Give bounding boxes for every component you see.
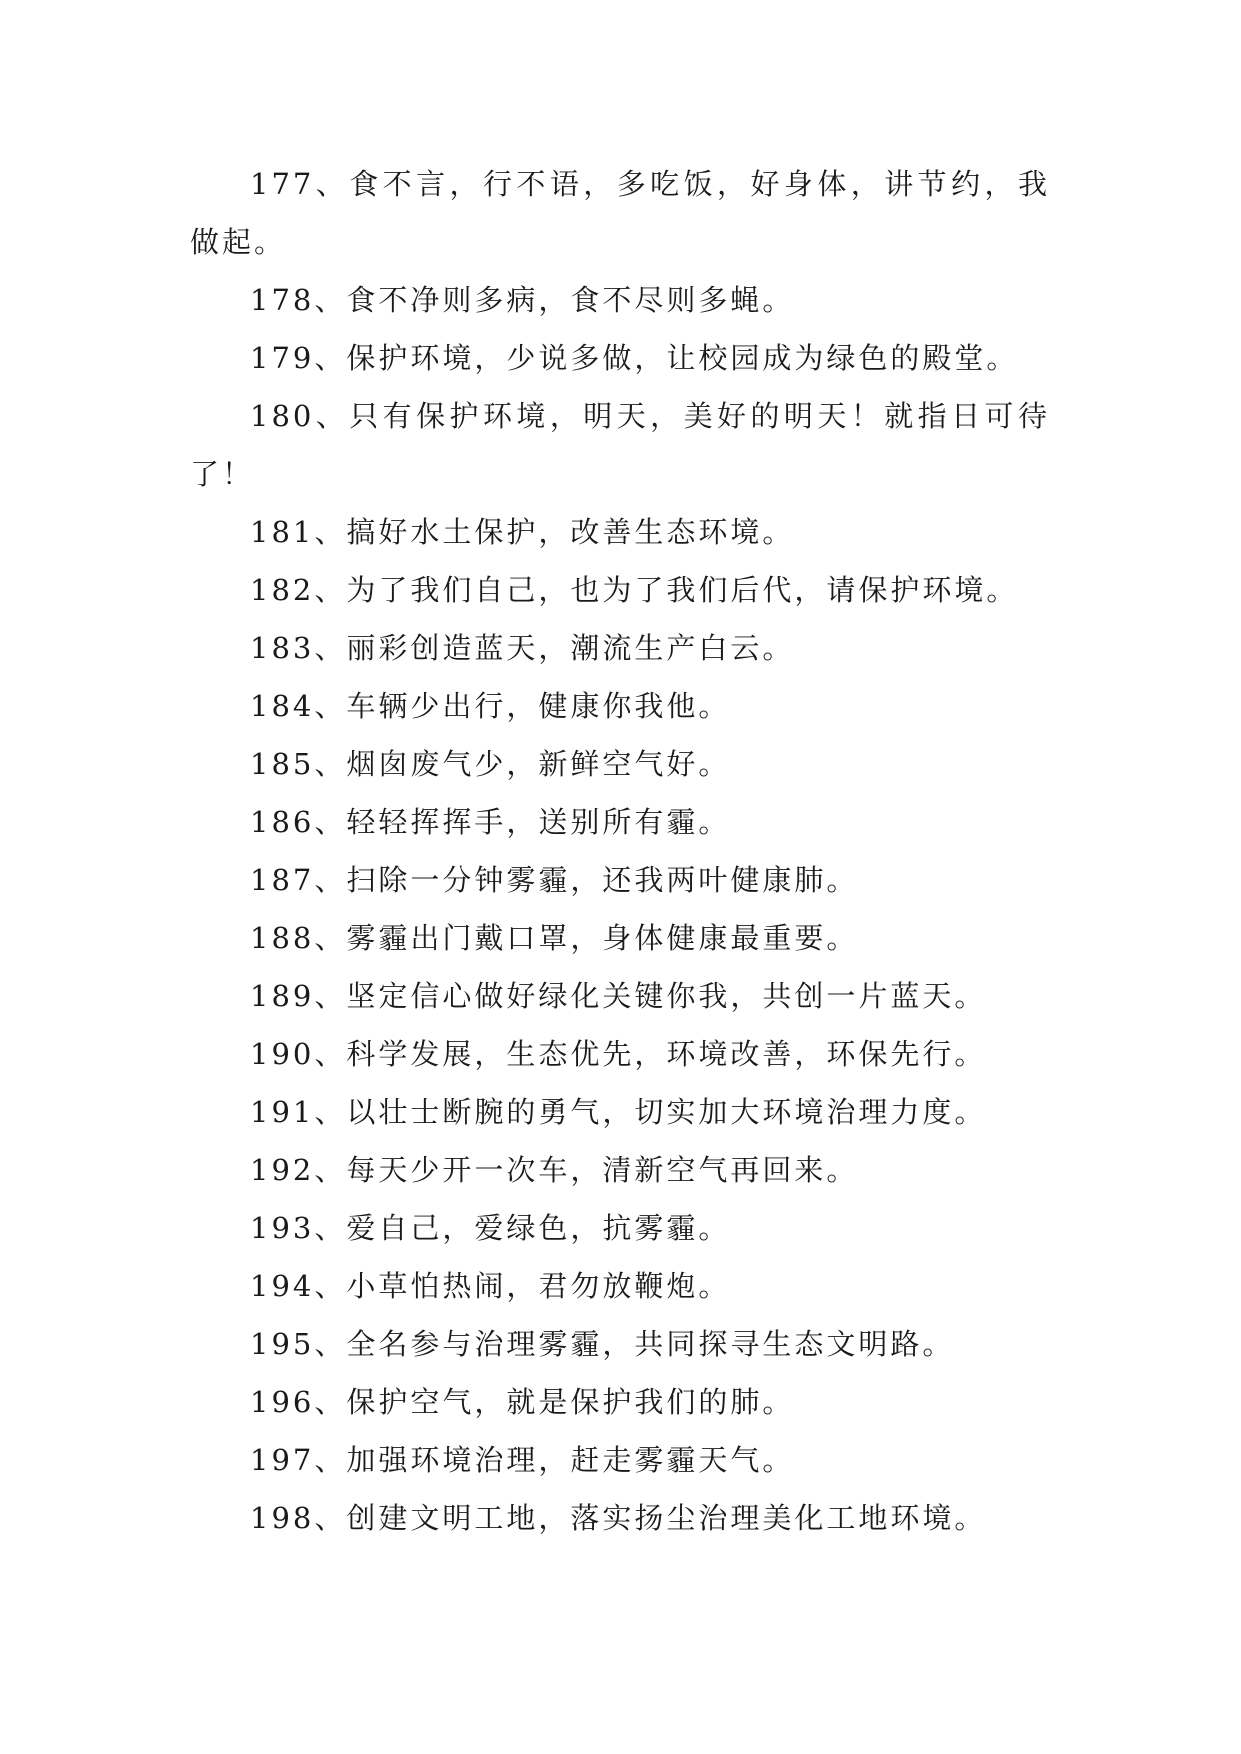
item-text: 坚定信心做好绿化关键你我，共创一片蓝天。 [346,979,987,1013]
item-text: 扫除一分钟雾霾，还我两叶健康肺。 [346,863,859,897]
list-item [190,1141,1050,1199]
item-number: 177、 [250,167,350,201]
item-text: 搞好水土保护，改善生态环境。 [346,515,795,549]
item-number: 197、 [250,1443,347,1477]
item-number: 186、 [250,805,347,839]
list-item [190,1257,1050,1315]
item-text: 轻轻挥挥手，送别所有霾。 [346,805,731,839]
item-number: 188、 [250,921,347,955]
item-text: 小草怕热闹，君勿放鞭炮。 [346,1269,731,1303]
item-text: 每天少开一次车，清新空气再回来。 [346,1153,859,1187]
item-number: 192、 [250,1153,347,1187]
list-item [190,619,1050,677]
list-item [190,1199,1050,1257]
item-number: 191、 [250,1095,347,1129]
document-body [190,155,1050,1547]
item-text: 以壮士断腕的勇气，切实加大环境治理力度。 [346,1095,987,1129]
item-number: 184、 [250,689,347,723]
list-item [190,735,1050,793]
item-number: 182、 [250,573,347,607]
item-text: 保护空气，就是保护我们的肺。 [346,1385,795,1419]
item-text: 烟囱废气少，新鲜空气好。 [346,747,731,781]
item-text: 食不净则多病，食不尽则多蝇。 [346,283,795,317]
item-number: 196、 [250,1385,347,1419]
list-item [190,271,1050,329]
item-number: 180、 [250,399,350,433]
item-text: 雾霾出门戴口罩，身体健康最重要。 [346,921,859,955]
item-number: 189、 [250,979,347,1013]
item-text: 只有保护环境，明天，美好的明天！就指日可待了！ [190,399,1050,491]
item-text: 科学发展，生态优先，环境改善，环保先行。 [346,1037,987,1071]
list-item [190,793,1050,851]
list-item [190,503,1050,561]
list-item [190,155,1050,271]
list-item [190,1489,1050,1547]
item-text: 车辆少出行，健康你我他。 [346,689,731,723]
item-number: 198、 [250,1501,347,1535]
item-text: 创建文明工地，落实扬尘治理美化工地环境。 [346,1501,987,1535]
item-number: 194、 [250,1269,347,1303]
item-number: 187、 [250,863,347,897]
list-item [190,387,1050,503]
list-item [190,1431,1050,1489]
item-text: 保护环境，少说多做，让校园成为绿色的殿堂。 [346,341,1019,375]
item-number: 193、 [250,1211,347,1245]
item-number: 185、 [250,747,347,781]
list-item [190,851,1050,909]
item-number: 190、 [250,1037,347,1071]
item-number: 179、 [250,341,347,375]
list-item [190,967,1050,1025]
list-item [190,1373,1050,1431]
item-text: 食不言，行不语，多吃饭，好身体，讲节约，我做起。 [190,167,1050,259]
item-text: 丽彩创造蓝天，潮流生产白云。 [346,631,795,665]
item-number: 178、 [250,283,347,317]
item-text: 爱自己，爱绿色，抗雾霾。 [346,1211,731,1245]
item-number: 181、 [250,515,347,549]
list-item [190,1083,1050,1141]
list-item [190,1025,1050,1083]
list-item [190,1315,1050,1373]
item-text: 加强环境治理，赶走雾霾天气。 [346,1443,795,1477]
item-text: 为了我们自己，也为了我们后代，请保护环境。 [346,573,1019,607]
list-item [190,909,1050,967]
item-number: 183、 [250,631,347,665]
item-number: 195、 [250,1327,347,1361]
item-text: 全名参与治理雾霾，共同探寻生态文明路。 [346,1327,955,1361]
list-item [190,329,1050,387]
list-item [190,677,1050,735]
list-item [190,561,1050,619]
